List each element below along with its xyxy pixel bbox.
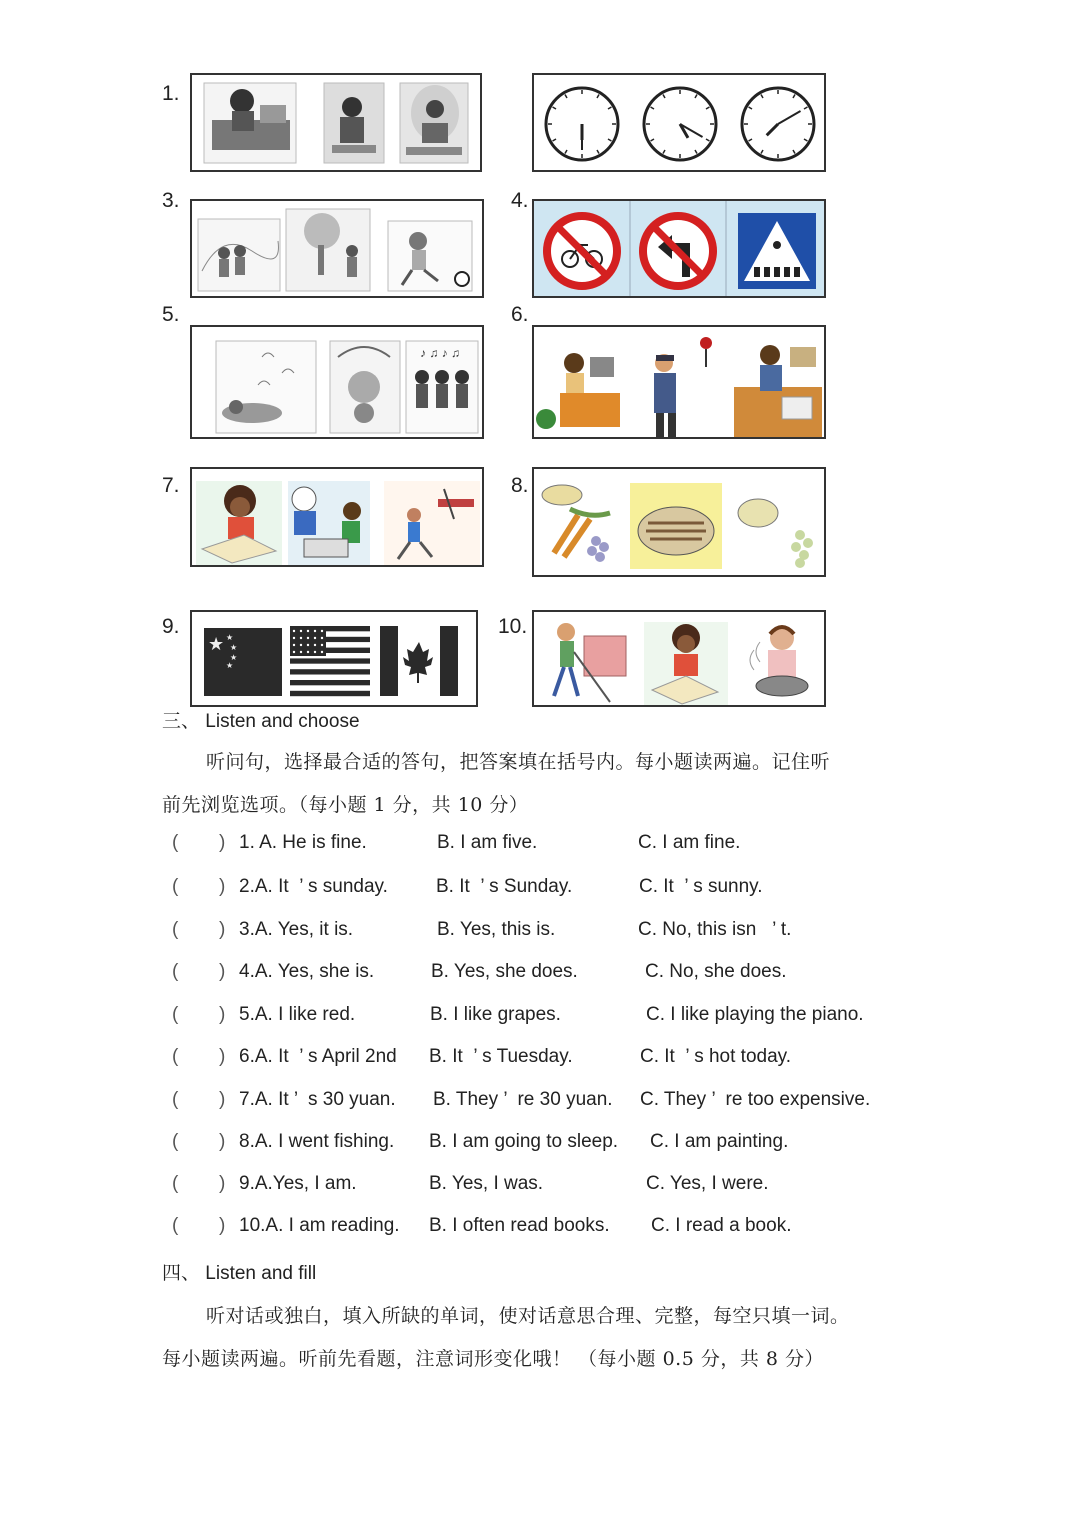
picture-box-10 xyxy=(532,610,826,707)
box5-scenes-illustration xyxy=(192,327,484,439)
question-row xyxy=(0,1173,1080,1201)
option-a: 7.A. It ’ s 30 yuan. xyxy=(239,1089,396,1110)
picture-label-1: 1. xyxy=(162,82,180,105)
answer-bracket-open[interactable]: ( xyxy=(172,876,179,897)
picture-label-7: 7. xyxy=(162,474,180,497)
answer-bracket-close: ) xyxy=(219,1173,226,1194)
picture-box-9 xyxy=(190,610,478,707)
svg-text:♪ ♫ ♪ ♫: ♪ ♫ ♪ ♫ xyxy=(420,346,461,360)
option-a: 3.A. Yes, it is. xyxy=(239,919,354,940)
picture-box-5 xyxy=(190,325,484,439)
section3-instruction-line1: 听问句，选择最合适的答句，把答案填在括号内。每小题读两遍。记住听 xyxy=(206,751,831,773)
option-b: B. It ’ s Tuesday. xyxy=(429,1046,573,1067)
answer-bracket-open[interactable]: ( xyxy=(172,919,179,940)
answer-bracket-open[interactable]: ( xyxy=(172,832,179,853)
picture-label-3: 3. xyxy=(162,189,180,212)
section4-instruction-line2: 每小题读两遍。听前先看题，注意词形变化哦！ （每小题 0.5 分，共 8 分） xyxy=(162,1348,825,1370)
option-b: B. Yes, she does. xyxy=(431,961,578,982)
picture-label-9: 9. xyxy=(162,615,180,638)
clock-faces-illustration xyxy=(534,75,826,172)
svg-text:★: ★ xyxy=(230,643,238,652)
option-b: B. I often read books. xyxy=(429,1215,610,1236)
option-c: C. Yes, I were. xyxy=(646,1173,769,1194)
traffic-signs-illustration xyxy=(534,201,826,298)
option-b: B. Yes, I was. xyxy=(429,1173,544,1194)
option-c: C. I am fine. xyxy=(638,832,741,853)
option-c: C. No, this isn ’ t. xyxy=(638,919,792,940)
section3-instruction-line2: 前先浏览选项。（每小题 1 分，共 10 分） xyxy=(162,794,529,816)
option-b: B. I am five. xyxy=(437,832,538,853)
box6-scenes-illustration xyxy=(534,327,826,439)
section4-instruction-line1: 听对话或独白，填入所缺的单词，使对话意思合理、完整，每空只填一词。 xyxy=(206,1305,850,1327)
answer-bracket-close: ) xyxy=(219,1046,226,1067)
option-a: 8.A. I went fishing. xyxy=(239,1131,395,1152)
picture-box-7 xyxy=(190,467,484,567)
option-a: 1. A. He is fine. xyxy=(239,832,367,853)
option-b: B. Yes, this is. xyxy=(437,919,556,940)
svg-text:★: ★ xyxy=(226,661,234,670)
answer-bracket-open[interactable]: ( xyxy=(172,1215,179,1236)
option-c: C. I read a book. xyxy=(651,1215,792,1236)
answer-bracket-open[interactable]: ( xyxy=(172,1089,179,1110)
answer-bracket-open[interactable]: ( xyxy=(172,1004,179,1025)
clock-icon xyxy=(644,88,716,160)
option-b: B. It ’ s Sunday. xyxy=(436,876,573,897)
option-a: 5.A. I like red. xyxy=(239,1004,356,1025)
answer-bracket-close: ) xyxy=(219,919,226,940)
option-a: 6.A. It ’ s April 2nd xyxy=(239,1046,397,1067)
box1-scenes-illustration xyxy=(192,75,482,172)
question-row xyxy=(0,876,1080,904)
picture-label-10: 10. xyxy=(498,615,528,638)
picture-box-6 xyxy=(532,325,826,439)
option-c: C. It ’ s hot today. xyxy=(640,1046,792,1067)
flags-illustration xyxy=(192,612,478,707)
option-a: 10.A. I am reading. xyxy=(239,1215,400,1236)
picture-box-2 xyxy=(532,73,826,172)
svg-text:★: ★ xyxy=(208,634,225,654)
clock-icon xyxy=(546,88,618,160)
picture-box-4 xyxy=(532,199,826,298)
box10-scenes-illustration xyxy=(534,612,826,707)
question-row xyxy=(0,1089,1080,1117)
option-b: B. They ’ re 30 yuan. xyxy=(433,1089,613,1110)
question-row xyxy=(0,1004,1080,1032)
option-a: 2.A. It ’ s sunday. xyxy=(239,876,388,897)
picture-label-6: 6. xyxy=(511,303,529,326)
question-row xyxy=(0,961,1080,989)
picture-label-5: 5. xyxy=(162,303,180,326)
svg-text:★: ★ xyxy=(226,633,234,642)
section4-title: 四、 Listen and fill xyxy=(162,1263,317,1284)
option-a: 9.A.Yes, I am. xyxy=(239,1173,357,1194)
usa-flag-icon xyxy=(290,626,370,696)
question-row xyxy=(0,919,1080,947)
answer-bracket-open[interactable]: ( xyxy=(172,961,179,982)
answer-bracket-open[interactable]: ( xyxy=(172,1131,179,1152)
box3-scenes-illustration xyxy=(192,201,484,298)
answer-bracket-close: ) xyxy=(219,1089,226,1110)
picture-label-4: 4. xyxy=(511,189,529,212)
question-row xyxy=(0,1131,1080,1159)
option-c: C. They ’ re too expensive. xyxy=(640,1089,871,1110)
box7-scenes-illustration xyxy=(192,469,484,567)
question-row xyxy=(0,1215,1080,1243)
answer-bracket-open[interactable]: ( xyxy=(172,1173,179,1194)
svg-text:★: ★ xyxy=(230,653,238,662)
answer-bracket-close: ) xyxy=(219,832,226,853)
option-c: C. No, she does. xyxy=(645,961,787,982)
answer-bracket-close: ) xyxy=(219,876,226,897)
clock-icon xyxy=(742,88,814,160)
answer-bracket-close: ) xyxy=(219,1131,226,1152)
option-c: C. I am painting. xyxy=(650,1131,789,1152)
answer-bracket-close: ) xyxy=(219,961,226,982)
question-row xyxy=(0,832,1080,860)
picture-box-3 xyxy=(190,199,484,298)
picture-label-8: 8. xyxy=(511,474,529,497)
box8-food-illustration xyxy=(534,469,826,577)
answer-bracket-close: ) xyxy=(219,1215,226,1236)
option-b: B. I am going to sleep. xyxy=(429,1131,619,1152)
question-row xyxy=(0,1046,1080,1074)
option-c: C. It ’ s sunny. xyxy=(639,876,763,897)
picture-box-1 xyxy=(190,73,482,172)
answer-bracket-open[interactable]: ( xyxy=(172,1046,179,1067)
picture-box-8 xyxy=(532,467,826,577)
answer-bracket-close: ) xyxy=(219,1004,226,1025)
option-b: B. I like grapes. xyxy=(430,1004,561,1025)
option-c: C. I like playing the piano. xyxy=(646,1004,864,1025)
section3-title: 三、 Listen and choose xyxy=(162,711,360,732)
option-a: 4.A. Yes, she is. xyxy=(239,961,375,982)
